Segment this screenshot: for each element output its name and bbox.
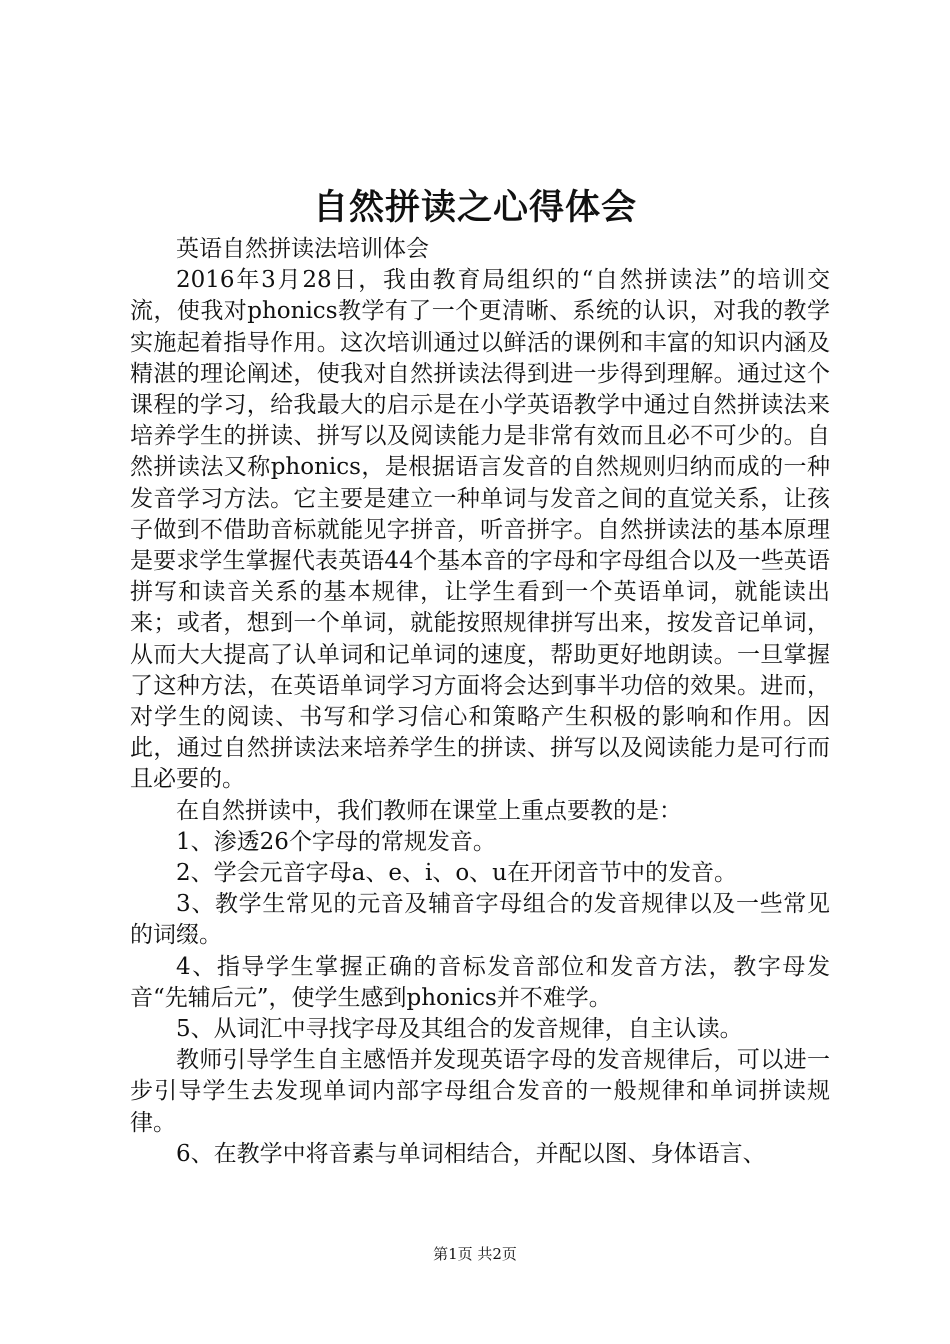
paragraph-teaching-focus: 在自然拼读中，我们教师在课堂上重点要教的是： (176, 797, 682, 824)
list-item-3: 3、教学生常见的元音及辅音字母组合的发音规律以及一些常见的词缀。 (130, 891, 830, 949)
paragraph-intro: 2016年3月28日，我由教育局组织的“自然拼读法”的培训交流，使我对phonics教学有了一个更清晰、系统的认识，对我的教学实施起着指导作用。这次培训通过以鲜活的课例和丰富的知识内涵及精湛的理论阐述，使我对自然拼读法得到进一步得到理解。通过这个课程的学习，给我最大的启示是在小学英语教学中通过自然拼读法来培养学生的拼读、拼写以及阅读能力是非常有效而且必不可少的。自然拼读法又称phonics，是根据语言发音的自然规则归纳而成的一种发音学习方法。它主要是建立一种单词与发音之间的直觉关系，让孩子做到不借助音标就能见字拼音，听音拼字。自然拼读法的基本原理是要求学生掌握代表英语44个基本音的字母和字母组合以及一些英语拼写和读音关系的基本规律，让学生看到一个英语单词，就能读出来；或者，想到一个单词，就能按照规律拼写出来，按发音记单词，从而大大提高了认单词和记单词的速度，帮助更好地朗读。一旦掌握了这种方法，在英语单词学习方面将会达到事半功倍的效果。进而，对学生的阅读、书写和学习信心和策略产生积极的影响和作用。因此，通过自然拼读法来培养学生的拼读、拼写以及阅读能力是可行而且必要的。 (130, 267, 830, 793)
list-item-5: 5、从词汇中寻找字母及其组合的发音规律，自主认读。 (176, 1016, 743, 1043)
document-title: 自然拼读之心得体会 (312, 187, 637, 228)
document-body (130, 234, 830, 1170)
list-item-4: 4、指导学生掌握正确的音标发音部位和发音方法，教字母发音“先辅后元”，使学生感到phonics并不难学。 (130, 953, 830, 1011)
paragraph-subtitle: 英语自然拼读法培训体会 (176, 236, 429, 262)
list-item-1: 1、渗透26个字母的常规发音。 (176, 828, 496, 855)
paragraph-guidance: 教师引导学生自主感悟并发现英语字母的发音规律后，可以进一步引导学生去发现单词内部字母组合发音的一般规律和单词拼读规律。 (130, 1047, 830, 1136)
page-footer: 第1页 共2页 (433, 1245, 517, 1263)
list-item-2: 2、学会元音字母a、e、i、o、u在开闭音节中的发音。 (176, 860, 737, 887)
list-item-6: 6、在教学中将音素与单词相结合，并配以图、身体语言、 (176, 1140, 766, 1167)
